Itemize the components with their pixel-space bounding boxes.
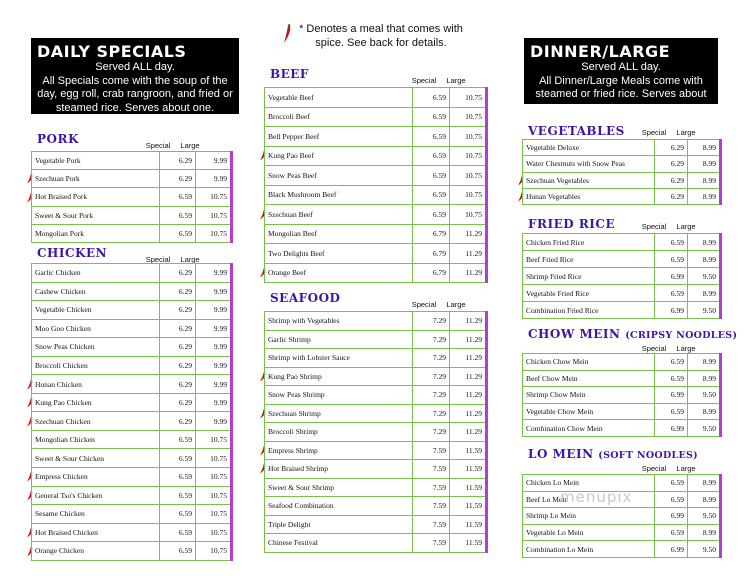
chicken-price-table: [31, 263, 233, 561]
large-price: 11.59: [450, 515, 487, 534]
special-price: 6.59: [413, 127, 450, 147]
large-price: 9.99: [196, 338, 232, 357]
menu-item-name: Chicken Fried Rice: [523, 234, 655, 251]
special-price: 6.99: [655, 302, 688, 319]
lo-mein-price-table: [522, 474, 722, 558]
menu-item-name: Szechuan Pork: [32, 170, 160, 188]
special-price: 7.29: [413, 312, 450, 331]
special-price: 6.29: [160, 282, 196, 301]
large-price: 9.99: [196, 170, 232, 188]
dinner-large-banner: DINNER/LARGE Served ALL day. All Dinner/Large Meals come with steamed or fried rice. Serves about two.: [524, 38, 718, 104]
special-price: 6.79: [413, 244, 450, 264]
large-price: 9.99: [196, 152, 232, 170]
large-price-header: Large: [446, 300, 466, 309]
menu-item-name: Shrimp Lo Mein: [523, 508, 655, 525]
large-price: 10.75: [196, 486, 232, 505]
menu-item-row: [32, 505, 232, 524]
menu-item-row: [523, 156, 721, 172]
special-price: 6.29: [655, 156, 688, 172]
fried-rice-price-table: [522, 233, 722, 319]
large-price-header: Large: [676, 344, 696, 353]
menu-item-name: Mongolian Beef: [265, 224, 413, 244]
special-price: 6.29: [655, 140, 688, 156]
menu-item-name: Vegetable Fried Rice: [523, 285, 655, 302]
menu-item-name: Vegetable Lo Mein: [523, 524, 655, 541]
menu-item-row: [265, 515, 487, 534]
menu-item-row: [32, 224, 232, 242]
lo-mein-section-subtitle: (SOFT NOODLES): [598, 450, 698, 461]
special-price: 7.29: [413, 404, 450, 423]
menu-item-row: [523, 268, 721, 285]
menu-item-name: Mongolian Pork: [32, 224, 160, 242]
daily-specials-banner: DAILY SPECIALS Served ALL day. All Specials come with the soup of the day, egg roll, crab rangroon, and fried or steamed rice. Serves about one.: [31, 38, 239, 114]
large-price: 8.99: [688, 251, 721, 268]
menu-item-name: Kung Pao Beef: [265, 146, 413, 166]
menu-item-name: Chinese Festival: [265, 534, 413, 553]
large-price: 9.99: [196, 375, 232, 394]
menu-item-name: Kung Pao Chicken: [32, 393, 160, 412]
special-price: 6.99: [655, 420, 688, 437]
special-price: 7.59: [413, 497, 450, 516]
menu-item-row: [265, 478, 487, 497]
special-price: 6.59: [413, 146, 450, 166]
menu-item-name: Broccoli Beef: [265, 107, 413, 127]
spice-note: * Denotes a meal that comes with spice. See back for details.: [299, 23, 463, 49]
menu-item-name: Orange Beef: [265, 263, 413, 283]
large-price: 8.99: [688, 354, 721, 371]
special-price: 6.29: [160, 170, 196, 188]
menu-item-row: [523, 285, 721, 302]
large-price: 10.75: [450, 146, 487, 166]
menu-item-row: [523, 354, 721, 371]
menu-item-name: Vegetable Chicken: [32, 301, 160, 320]
menu-item-name: Szechuan Vegetables: [523, 172, 655, 188]
menu-item-name: Black Mushroom Beef: [265, 185, 413, 205]
menu-item-row: [32, 282, 232, 301]
beef-section-title: BEEF: [270, 67, 309, 81]
large-price: 11.59: [450, 441, 487, 460]
large-price: 11.29: [450, 423, 487, 442]
menu-item-row: [32, 375, 232, 394]
large-price: 9.50: [688, 508, 721, 525]
large-price: 10.75: [196, 449, 232, 468]
beef-price-table: [264, 87, 488, 283]
large-price: 10.75: [196, 224, 232, 242]
special-price: 7.29: [413, 349, 450, 368]
menu-item-row: [265, 107, 487, 127]
menu-item-name: Triple Delight: [265, 515, 413, 534]
menu-item-name: Hot Braised Chicken: [32, 523, 160, 542]
menu-item-name: Hunan Chicken: [32, 375, 160, 394]
large-price: 11.29: [450, 330, 487, 349]
menu-item-row: [523, 524, 721, 541]
menu-item-row: [265, 367, 487, 386]
menu-item-name: Szechuan Shrimp: [265, 404, 413, 423]
large-price: 9.99: [196, 264, 232, 283]
special-price: 6.29: [160, 301, 196, 320]
large-price: 11.59: [450, 534, 487, 553]
large-price: 10.75: [196, 468, 232, 487]
menu-item-name: Chicken Lo Mein: [523, 475, 655, 492]
large-price: 10.75: [450, 205, 487, 225]
large-price-header: Large: [180, 255, 200, 264]
fried-rice-section-title: FRIED RICE: [528, 217, 616, 231]
large-price: 11.29: [450, 404, 487, 423]
large-price: 11.29: [450, 386, 487, 405]
large-price: 10.75: [196, 523, 232, 542]
special-price: 6.99: [655, 268, 688, 285]
menu-item-row: [32, 486, 232, 505]
special-price: 6.59: [160, 430, 196, 449]
large-price-header: Large: [446, 76, 466, 85]
menu-item-name: Hot Braised Shrimp: [265, 460, 413, 479]
special-price: 7.29: [413, 386, 450, 405]
menu-item-name: Snow Peas Chicken: [32, 338, 160, 357]
large-price: 11.29: [450, 367, 487, 386]
large-price: 8.99: [688, 172, 721, 188]
special-price: 7.59: [413, 478, 450, 497]
menu-item-name: Beef Lo Mein: [523, 491, 655, 508]
special-price: 6.59: [413, 166, 450, 186]
special-price: 6.29: [160, 412, 196, 431]
special-price: 6.59: [160, 542, 196, 561]
watermark: menupix: [560, 488, 633, 506]
menu-item-name: Szechuan Beef: [265, 205, 413, 225]
special-price: 6.59: [160, 206, 196, 224]
large-price-header: Large: [180, 141, 200, 150]
large-price: 8.99: [688, 524, 721, 541]
special-price: 7.59: [413, 460, 450, 479]
large-price: 9.50: [688, 302, 721, 319]
large-price: 10.75: [450, 127, 487, 147]
menu-item-name: Broccoli Shrimp: [265, 423, 413, 442]
menu-item-row: [265, 534, 487, 553]
chow-mein-section-subtitle: (CRIPSY NOODLES): [625, 330, 738, 341]
menu-item-name: Sweet & Sour Pork: [32, 206, 160, 224]
large-price: 10.75: [450, 185, 487, 205]
menu-item-row: [32, 301, 232, 320]
menu-item-name: Shrimp with Vegetables: [265, 312, 413, 331]
menu-item-row: [32, 319, 232, 338]
menu-item-name: Moo Goo Chicken: [32, 319, 160, 338]
menu-item-row: [32, 468, 232, 487]
menu-item-row: [32, 523, 232, 542]
special-price-header: Special: [641, 464, 667, 473]
menu-item-row: [523, 140, 721, 156]
special-price: 6.29: [160, 356, 196, 375]
large-price: 9.99: [196, 356, 232, 375]
seafood-price-table: [264, 311, 488, 553]
menu-item-row: [265, 127, 487, 147]
special-price: 6.59: [655, 475, 688, 492]
menu-item-name: Empress Chicken: [32, 468, 160, 487]
lo-mein-section-title: LO MEIN (SOFT NOODLES): [528, 447, 698, 461]
menu-item-row: [265, 312, 487, 331]
menu-item-row: [32, 393, 232, 412]
menu-item-row: [523, 420, 721, 437]
menu-item-name: Sweet & Sour Chicken: [32, 449, 160, 468]
menu-item-name: Shrimp with Lobster Sauce: [265, 349, 413, 368]
menu-item-row: [523, 541, 721, 558]
menu-item-row: [265, 349, 487, 368]
large-price: 11.29: [450, 224, 487, 244]
menu-item-row: [32, 170, 232, 188]
menu-item-row: [523, 188, 721, 204]
large-price: 10.75: [196, 188, 232, 206]
special-price: 6.59: [655, 524, 688, 541]
large-price: 11.59: [450, 460, 487, 479]
menu-item-row: [265, 166, 487, 186]
large-price: 11.29: [450, 349, 487, 368]
special-price: 6.29: [160, 152, 196, 170]
menu-item-row: [265, 460, 487, 479]
menu-item-row: [32, 356, 232, 375]
menu-item-name: Vegetable Chow Mein: [523, 403, 655, 420]
menu-item-row: [523, 403, 721, 420]
menu-item-name: Szechuan Chicken: [32, 412, 160, 431]
menu-item-name: Vegetable Beef: [265, 88, 413, 108]
menu-item-name: Broccoli Chicken: [32, 356, 160, 375]
large-price: 8.99: [688, 491, 721, 508]
large-price-header: Large: [676, 128, 696, 137]
large-price: 9.50: [688, 541, 721, 558]
menu-item-name: Orange Chicken: [32, 542, 160, 561]
menu-item-row: [32, 206, 232, 224]
menu-item-name: Combination Lo Mein: [523, 541, 655, 558]
large-price: 10.75: [196, 505, 232, 524]
pork-section-title: PORK: [37, 132, 79, 146]
menu-item-row: [32, 449, 232, 468]
special-price: 6.29: [655, 188, 688, 204]
large-price-header: Large: [676, 464, 696, 473]
seafood-section-title: SEAFOOD: [270, 291, 341, 305]
special-price: 6.79: [413, 263, 450, 283]
menu-item-name: Hot Braised Pork: [32, 188, 160, 206]
menu-item-name: Bell Pepper Beef: [265, 127, 413, 147]
special-price: 6.59: [413, 88, 450, 108]
special-price-header: Special: [411, 300, 437, 309]
menu-item-name: Beef Fried Rice: [523, 251, 655, 268]
daily-specials-title: DAILY SPECIALS: [37, 42, 187, 61]
large-price: 9.99: [196, 319, 232, 338]
menu-item-name: Snow Peas Beef: [265, 166, 413, 186]
menu-item-row: [32, 430, 232, 449]
large-price: 8.99: [688, 188, 721, 204]
large-price: 8.99: [688, 285, 721, 302]
menu-item-name: Snow Peas Shrimp: [265, 386, 413, 405]
menu-item-name: Two Delights Beef: [265, 244, 413, 264]
large-price: 8.99: [688, 234, 721, 251]
menu-item-row: [265, 404, 487, 423]
menu-item-row: [265, 185, 487, 205]
chow-mein-section-title: CHOW MEIN (CRIPSY NOODLES): [528, 327, 738, 341]
special-price: 6.29: [160, 393, 196, 412]
menu-item-name: Garlic Shrimp: [265, 330, 413, 349]
special-price-header: Special: [145, 141, 171, 150]
menu-item-row: [523, 302, 721, 319]
large-price: 10.75: [196, 430, 232, 449]
special-price: 6.59: [655, 403, 688, 420]
menu-item-name: Kung Pao Shrimp: [265, 367, 413, 386]
special-price: 7.29: [413, 330, 450, 349]
special-price: 6.59: [655, 491, 688, 508]
special-price: 6.59: [160, 505, 196, 524]
large-price: 10.75: [450, 88, 487, 108]
menu-item-row: [32, 338, 232, 357]
vegetables-price-table: [522, 139, 722, 205]
special-price-header: Special: [145, 255, 171, 264]
menu-item-row: [265, 244, 487, 264]
large-price: 11.29: [450, 312, 487, 331]
special-price: 6.59: [413, 185, 450, 205]
large-price: 8.99: [688, 156, 721, 172]
special-price: 6.59: [160, 224, 196, 242]
vegetables-section-title: VEGETABLES: [528, 124, 625, 138]
menu-item-row: [523, 508, 721, 525]
special-price: 7.59: [413, 441, 450, 460]
special-price: 6.59: [413, 205, 450, 225]
large-price: 8.99: [688, 140, 721, 156]
special-price: 6.59: [160, 188, 196, 206]
large-price: 9.99: [196, 301, 232, 320]
menu-item-name: Shrimp Fried Rice: [523, 268, 655, 285]
special-price: 7.29: [413, 423, 450, 442]
large-price: 11.59: [450, 478, 487, 497]
large-price: 9.50: [688, 268, 721, 285]
special-price: 6.99: [655, 387, 688, 404]
chicken-section-title: CHICKEN: [37, 246, 108, 260]
menu-item-name: General Tso's Chicken: [32, 486, 160, 505]
special-price-header: Special: [641, 344, 667, 353]
menu-item-row: [265, 224, 487, 244]
special-price-header: Special: [641, 128, 667, 137]
special-price: 6.29: [160, 375, 196, 394]
pork-price-table: [31, 151, 233, 243]
menu-item-row: [265, 330, 487, 349]
menu-item-name: Chicken Chow Mein: [523, 354, 655, 371]
menu-item-row: [32, 152, 232, 170]
special-price: 7.59: [413, 515, 450, 534]
special-price: 6.59: [655, 234, 688, 251]
special-price: 6.59: [655, 251, 688, 268]
large-price: 9.99: [196, 282, 232, 301]
menu-item-row: [523, 370, 721, 387]
special-price: 7.59: [413, 534, 450, 553]
menu-item-name: Hunan Vegetables: [523, 188, 655, 204]
special-price: 6.59: [655, 354, 688, 371]
large-price: 8.99: [688, 403, 721, 420]
special-price: 6.99: [655, 541, 688, 558]
large-price: 10.75: [450, 107, 487, 127]
dinner-large-title: DINNER/LARGE: [530, 42, 671, 61]
menu-item-name: Water Chestnuts with Snow Peas: [523, 156, 655, 172]
menu-item-row: [265, 441, 487, 460]
special-price: 6.59: [655, 285, 688, 302]
menu-item-name: Vegetable Deluxe: [523, 140, 655, 156]
large-price: 9.99: [196, 393, 232, 412]
special-price: 6.59: [160, 449, 196, 468]
menu-item-name: Combination Fried Rice: [523, 302, 655, 319]
special-price: 6.59: [413, 107, 450, 127]
special-price: 6.29: [160, 319, 196, 338]
special-price: 6.99: [655, 508, 688, 525]
menu-item-row: [265, 88, 487, 108]
large-price: 11.29: [450, 244, 487, 264]
chili-pepper-icon: [282, 24, 292, 44]
special-price: 7.29: [413, 367, 450, 386]
menu-item-name: Sesame Chicken: [32, 505, 160, 524]
large-price: 10.75: [196, 542, 232, 561]
menu-item-row: [523, 387, 721, 404]
large-price: 11.59: [450, 497, 487, 516]
large-price-header: Large: [676, 222, 696, 231]
special-price: 6.59: [160, 523, 196, 542]
menu-item-name: Seafood Combination: [265, 497, 413, 516]
menu-item-row: [523, 172, 721, 188]
menu-item-row: [265, 263, 487, 283]
menu-item-name: Beef Chow Mein: [523, 370, 655, 387]
large-price: 9.99: [196, 412, 232, 431]
special-price: 6.59: [160, 468, 196, 487]
menu-item-row: [265, 423, 487, 442]
large-price: 9.50: [688, 420, 721, 437]
menu-item-row: [32, 188, 232, 206]
menu-item-row: [265, 205, 487, 225]
menu-item-name: Empress Shrimp: [265, 441, 413, 460]
menu-item-name: Mongolian Chicken: [32, 430, 160, 449]
menu-item-row: [265, 497, 487, 516]
special-price: 6.79: [413, 224, 450, 244]
large-price: 9.50: [688, 387, 721, 404]
large-price: 10.75: [196, 206, 232, 224]
menu-item-name: Vegetable Pork: [32, 152, 160, 170]
chow-mein-price-table: [522, 353, 722, 437]
menu-item-row: [265, 386, 487, 405]
special-price: 6.59: [160, 486, 196, 505]
menu-item-name: Combination Chow Mein: [523, 420, 655, 437]
menu-item-name: Cashew Chicken: [32, 282, 160, 301]
menu-item-name: Garlic Chicken: [32, 264, 160, 283]
menu-item-name: Sweet & Sour Shrimp: [265, 478, 413, 497]
menu-item-row: [32, 264, 232, 283]
special-price: 6.29: [160, 264, 196, 283]
menu-item-row: [523, 251, 721, 268]
special-price-header: Special: [641, 222, 667, 231]
menu-item-name: Shrimp Chow Mein: [523, 387, 655, 404]
large-price: 11.29: [450, 263, 487, 283]
large-price: 8.99: [688, 475, 721, 492]
large-price: 10.75: [450, 166, 487, 186]
menu-item-row: [32, 412, 232, 431]
menu-item-row: [32, 542, 232, 561]
menu-item-row: [523, 234, 721, 251]
special-price: 6.59: [655, 370, 688, 387]
special-price: 6.29: [160, 338, 196, 357]
special-price: 6.29: [655, 172, 688, 188]
large-price: 8.99: [688, 370, 721, 387]
special-price-header: Special: [411, 76, 437, 85]
menu-item-row: [265, 146, 487, 166]
